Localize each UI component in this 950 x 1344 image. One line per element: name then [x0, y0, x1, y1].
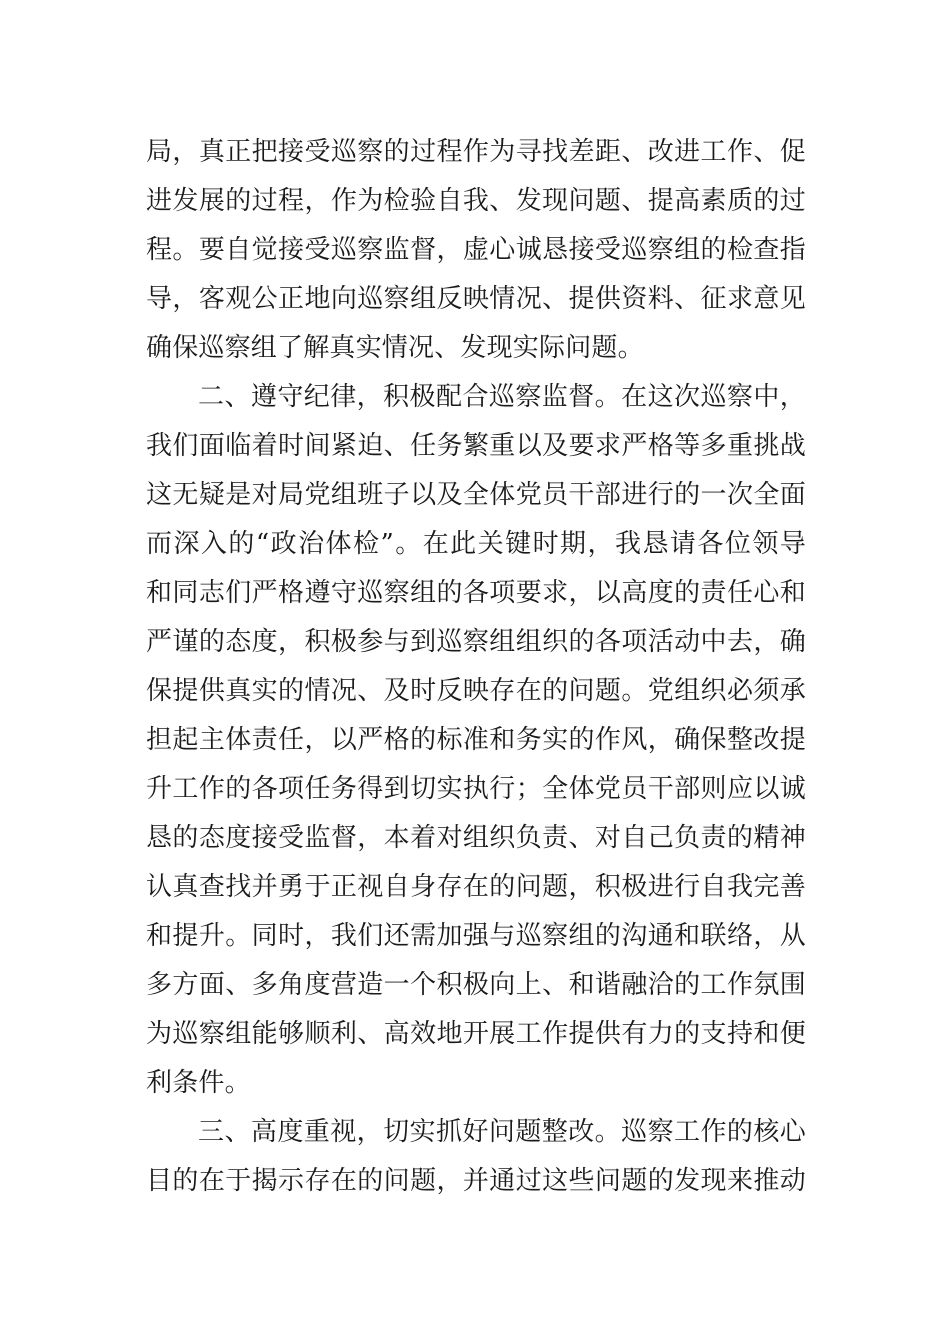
text-line: 目的在于揭示存在的问题，并通过这些问题的发现来推动 — [146, 1166, 806, 1196]
text-line: 而深入的“政治体检”。在此关键时期，我恳请各位领导 — [146, 529, 806, 559]
text-line: 担起主体责任，以严格的标准和务实的作风，确保整改提 — [146, 725, 806, 755]
text-line: 利条件。 — [146, 1068, 251, 1098]
text-line: 程。要自觉接受巡察监督，虚心诚恳接受巡察组的检查指 — [146, 235, 806, 265]
text-line: 我们面临着时间紧迫、任务繁重以及要求严格等多重挑战 — [146, 431, 806, 461]
text-line: 导，客观公正地向巡察组反映情况、提供资料、征求意见 — [146, 284, 806, 314]
text-line: 升工作的各项任务得到切实执行；全体党员干部则应以诚 — [146, 774, 806, 804]
text-line: 为巡察组能够顺利、高效地开展工作提供有力的支持和便 — [146, 1019, 806, 1049]
text-line: 进发展的过程，作为检验自我、发现问题、提高素质的过 — [146, 186, 806, 216]
text-line: 保提供真实的情况、及时反映存在的问题。党组织必须承 — [146, 676, 806, 706]
text-line: 多方面、多角度营造一个积极向上、和谐融洽的工作氛围 — [146, 970, 806, 1000]
text-line: 严谨的态度，积极参与到巡察组组织的各项活动中去，确 — [146, 627, 806, 657]
document-body — [146, 128, 806, 1206]
text-line: 认真查找并勇于正视自身存在的问题，积极进行自我完善 — [146, 872, 806, 902]
section-heading-line: 二、遵守纪律，积极配合巡察监督。在这次巡察中， — [198, 382, 806, 412]
text-line: 这无疑是对局党组班子以及全体党员干部进行的一次全面 — [146, 480, 806, 510]
text-line: 确保巡察组了解真实情况、发现实际问题。 — [146, 333, 644, 363]
text-line: 和提升。同时，我们还需加强与巡察组的沟通和联络，从 — [146, 921, 806, 951]
text-line: 和同志们严格遵守巡察组的各项要求，以高度的责任心和 — [146, 578, 806, 608]
text-line: 恳的态度接受监督，本着对组织负责、对自己负责的精神 — [146, 823, 806, 853]
section-heading-line: 三、高度重视，切实抓好问题整改。巡察工作的核心 — [198, 1117, 806, 1147]
text-line: 局，真正把接受巡察的过程作为寻找差距、改进工作、促 — [146, 137, 806, 167]
